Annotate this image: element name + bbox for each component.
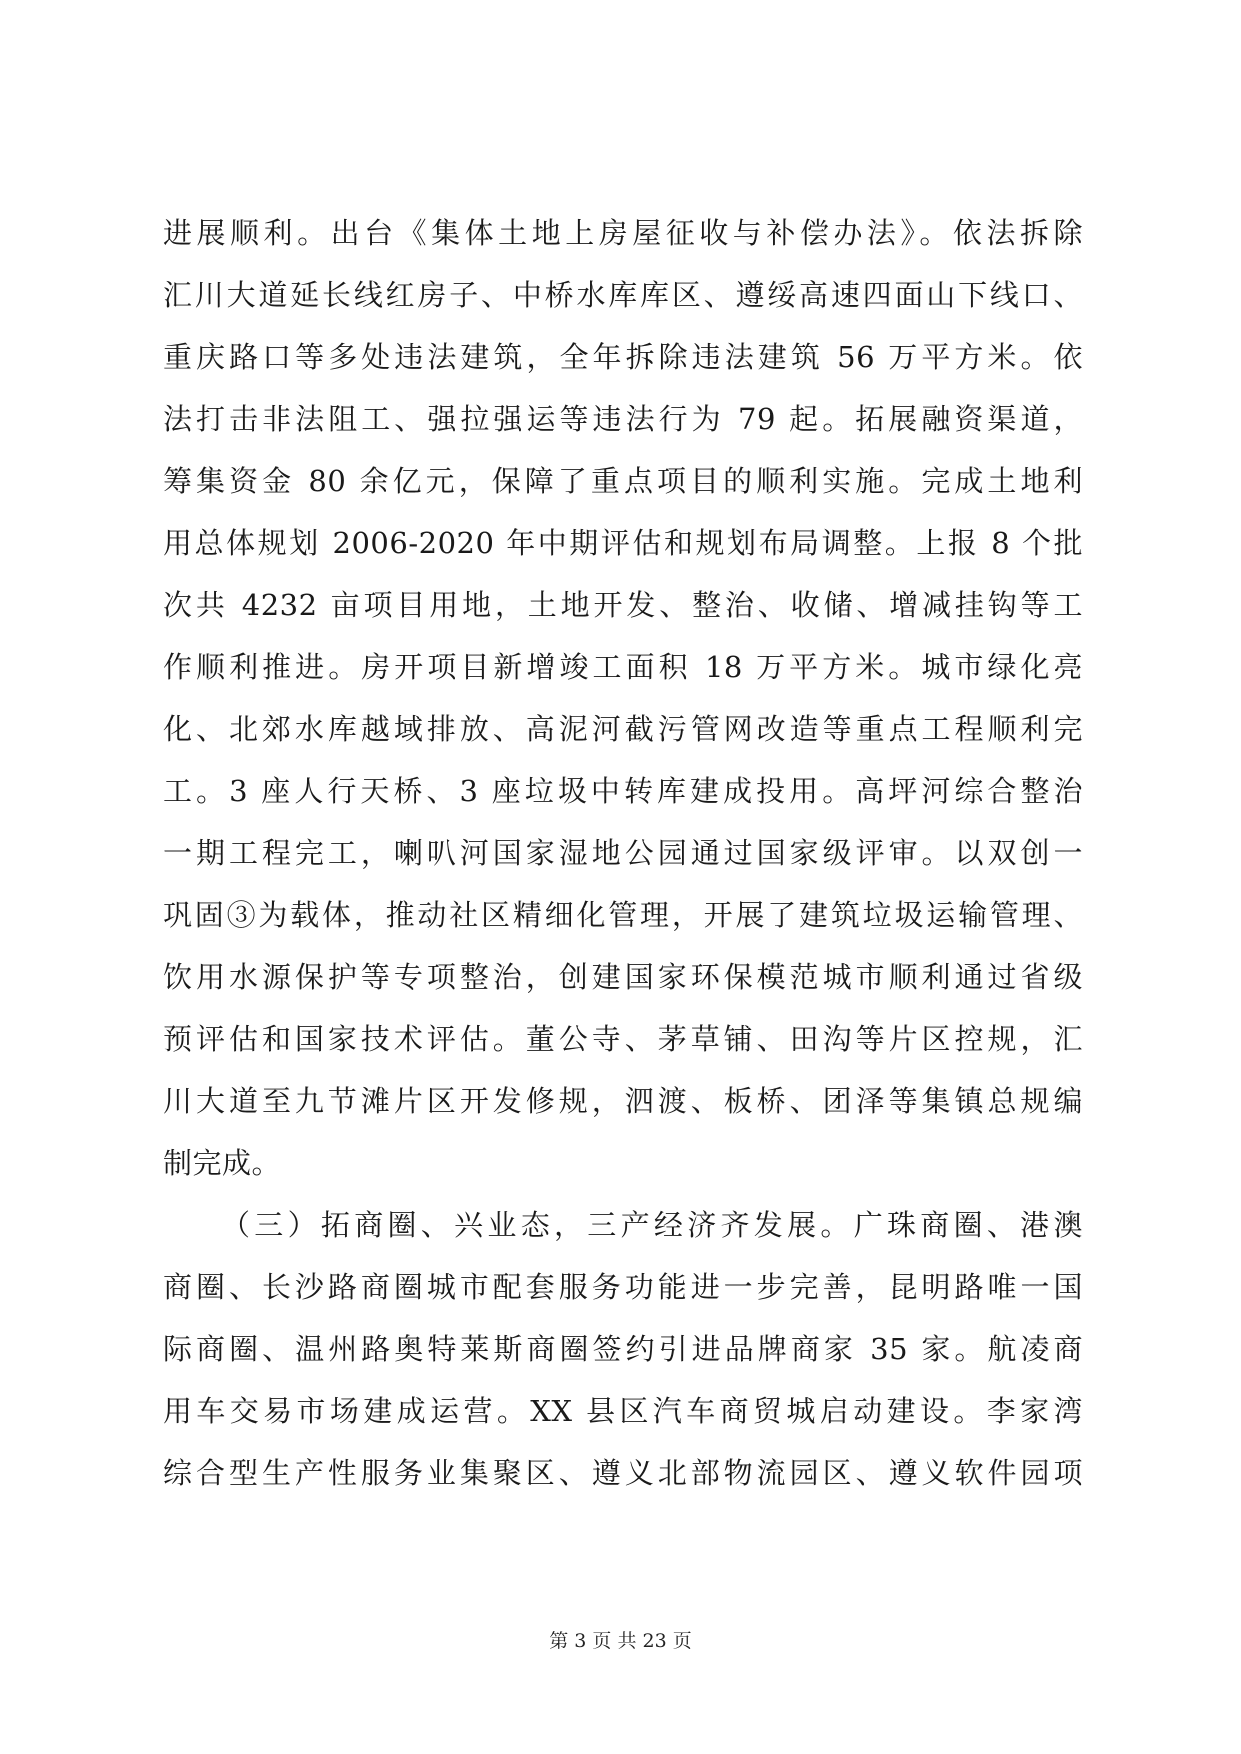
text-line: 作顺利推进。房开项目新增竣工面积 18 万平方米。城市绿化亮 xyxy=(163,650,1083,684)
text-line: 筹集资金 80 余亿元，保障了重点项目的顺利实施。完成土地利 xyxy=(163,464,1083,498)
page-footer: 第 3 页 共 23 页 xyxy=(549,1630,692,1652)
text-line: 进展顺利。出台《集体土地上房屋征收与补偿办法》。依法拆除 xyxy=(163,216,1083,250)
body-text xyxy=(163,202,1083,1504)
text-line: 重庆路口等多处违法建筑，全年拆除违法建筑 56 万平方米。依 xyxy=(163,340,1083,374)
text-line: 一期工程完工，喇叭河国家湿地公园通过国家级评审。以双创一 xyxy=(163,836,1083,870)
text-line: 预评估和国家技术评估。董公寺、茅草铺、田沟等片区控规，汇 xyxy=(163,1022,1083,1056)
text-line: 际商圈、温州路奥特莱斯商圈签约引进品牌商家 35 家。航凌商 xyxy=(163,1332,1083,1366)
section-heading-line: （三）拓商圈、兴业态，三产经济齐发展。广珠商圈、港澳 xyxy=(221,1208,1083,1242)
text-line: 巩固③为载体，推动社区精细化管理，开展了建筑垃圾运输管理、 xyxy=(163,898,1083,932)
text-line: 制完成。 xyxy=(163,1146,282,1180)
text-line: 川大道至九节滩片区开发修规，泗渡、板桥、团泽等集镇总规编 xyxy=(163,1084,1083,1118)
text-line: 用车交易市场建成运营。XX 县区汽车商贸城启动建设。李家湾 xyxy=(163,1394,1083,1428)
text-line: 综合型生产性服务业集聚区、遵义北部物流园区、遵义软件园项 xyxy=(163,1456,1083,1490)
text-line: 用总体规划 2006-2020 年中期评估和规划布局调整。上报 8 个批 xyxy=(163,526,1083,560)
text-line: 法打击非法阻工、强拉强运等违法行为 79 起。拓展融资渠道， xyxy=(163,402,1083,436)
text-line: 饮用水源保护等专项整治，创建国家环保模范城市顺利通过省级 xyxy=(163,960,1083,994)
text-line: 商圈、长沙路商圈城市配套服务功能进一步完善，昆明路唯一国 xyxy=(163,1270,1083,1304)
text-line: 次共 4232 亩项目用地，土地开发、整治、收储、增减挂钩等工 xyxy=(163,588,1083,622)
text-line: 化、北郊水库越域排放、高泥河截污管网改造等重点工程顺利完 xyxy=(163,712,1083,746)
text-line: 工。3 座人行天桥、3 座垃圾中转库建成投用。高坪河综合整治 xyxy=(163,774,1083,808)
text-line: 汇川大道延长线红房子、中桥水库库区、遵绥高速四面山下线口、 xyxy=(163,278,1083,312)
